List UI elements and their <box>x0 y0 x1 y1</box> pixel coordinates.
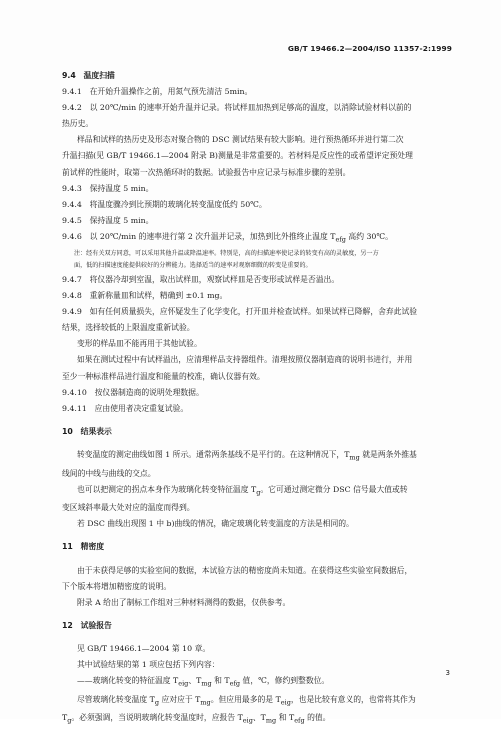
clause-9-4-2-cont: 热历史。 <box>62 119 94 129</box>
paragraph-text: T <box>62 713 68 723</box>
subscript: efg <box>335 235 346 244</box>
paragraph-text: 应对应于 T <box>159 694 201 704</box>
paragraph-overflow: 如果在测试过程中有试样溢出，应清理样品支持器组件。清理按照仪器制造商的说明书进行，并用 <box>77 355 413 365</box>
subscript: mg <box>200 698 211 707</box>
paragraph-text: 、T <box>252 713 266 723</box>
section-heading-10: 10 结果表示 <box>62 426 112 436</box>
subscript: g <box>154 698 160 707</box>
paragraph-text: 转变温度的测定曲线如图 1 所示。通常两条基线不是平行的。在这种情况下，T <box>77 449 350 459</box>
paragraph-results-1-cont: 线间的中线与曲线的交点。 <box>62 468 156 478</box>
paragraph-annex-a: 附录 A 给出了制标工作组对三种材料测得的数据，仅供参考。 <box>77 597 291 607</box>
list-text: 值，℃，修约到整数位。 <box>240 676 330 686</box>
page-number: 3 <box>445 669 450 677</box>
paragraph-text: 也可以把测定的拐点本身作为玻璃化转变特征温度 T <box>77 484 257 494</box>
clause-9-4-1: 9.4.1 在开始升温操作之前，用氮气预先清洁 5min。 <box>62 87 253 97</box>
clause-text: 高约 30℃。 <box>345 231 393 241</box>
paragraph-results-1 <box>62 447 452 466</box>
paragraph-text: 就是两条外推基 <box>359 449 417 459</box>
paragraph-tg-note-cont <box>62 710 452 729</box>
paragraph-thermal-history: 样品和试样的热历史及形态对聚合物的 DSC 测试结果有较大影响。进行预热循环并进行第二次 <box>77 135 404 145</box>
page-body <box>62 68 452 729</box>
note-line-2: 面，低的扫描速度能提供较好的分辨能力。选择适当的速率对观察细微的转变是重要的。 <box>74 261 312 269</box>
clause-9-4-5: 9.4.5 保持温度 5 min。 <box>62 215 154 225</box>
subscript: eig <box>242 716 253 725</box>
subscript: efg <box>229 679 241 688</box>
paragraph-text: 的值。 <box>304 713 331 723</box>
paragraph-results-2-cont: 变区域斜率最大处对应的温度而得到。 <box>62 503 195 513</box>
subscript: eig <box>178 679 189 688</box>
subscript: g <box>67 716 72 725</box>
subscript: g <box>256 488 261 497</box>
paragraph-text: 。但应用最多的是 T <box>210 694 281 704</box>
clause-9-4-7: 9.4.7 将仪器冷却到室温，取出试样皿，观察试样皿是否变形或试样是否溢出。 <box>62 274 340 284</box>
list-text: 、T <box>188 676 202 686</box>
section-heading-11: 11 精密度 <box>62 542 105 552</box>
clause-9-4-2: 9.4.2 以 20℃/min 的速率开始升温并记录。将试样皿加热到足够高的温度，以消除试验材料以前的 <box>62 103 412 113</box>
subscript: mg <box>265 716 277 725</box>
subscript: mg <box>349 453 360 462</box>
paragraph-text: 尽管玻璃化转变温度 T <box>77 694 155 704</box>
paragraph-overflow-cont: 至少一种标准样品进行温度和能量的校准，确认仪器有效。 <box>62 371 265 381</box>
paragraph-precision: 由于未获得足够的实验室间的数据，本试验方法的精密度尚未知道。在获得这些实验室间数据后， <box>77 565 413 575</box>
clause-text: 9.4.6 以 20℃/min 的速率进行第 2 次升温并记录，加热到比外推终止温度 T <box>62 231 336 241</box>
list-text: 和 T <box>211 676 230 686</box>
paragraph-tg-note <box>62 692 452 711</box>
clause-9-4-11: 9.4.11 应由使用者决定重复试验。 <box>62 403 189 413</box>
subscript: mg <box>201 679 212 688</box>
clause-9-4-3: 9.4.3 保持温度 5 min。 <box>62 183 154 193</box>
section-heading-12: 12 试验报告 <box>62 620 112 630</box>
clause-9-4-9-cont: 结果，选择较低的上限温度重新试验。 <box>62 323 195 333</box>
paragraph-report-items: 其中试验结果的第 1 项应包括下列内容： <box>77 660 220 670</box>
paragraph-report-ref: 见 GB/T 19466.1—2004 第 10 章。 <box>77 643 211 653</box>
paragraph-text: ，也是比较有意义的，也常将其作为 <box>290 694 416 704</box>
clause-9-4-8: 9.4.8 重新称量皿和试样，精确到 ±0.1 mg。 <box>62 291 228 301</box>
section-heading-9-4: 9.4 温度扫描 <box>62 71 115 80</box>
paragraph-text: 。它可通过测定微分 DSC 信号最大值或转 <box>260 484 408 494</box>
paragraph-precision-cont: 下个版本将增加精密度的说明。 <box>62 581 172 591</box>
paragraph-text: 。必须强调，当说明玻璃化转变温度时，应报告 T <box>71 713 243 723</box>
subscript: efg <box>294 716 305 725</box>
note-line-1: 注：经有关双方同意，可以采用其他升温或降温速率。特别是，高的扫描速率使记录的转变有高的灵敏度，另一方 <box>74 249 379 257</box>
standard-code-header: GB/T 19466.2—2004/ISO 11357-2:1999 <box>287 44 452 53</box>
clause-9-4-6 <box>62 229 452 248</box>
clause-9-4-9: 9.4.9 如有任何质量损失，应怀疑发生了化学变化，打开皿并检查试样。如果试样已降解，舍弃此试验 <box>62 307 418 317</box>
clause-9-4-10: 9.4.10 按仪器制造商的说明处理数据。 <box>62 387 204 397</box>
paragraph-results-2 <box>62 482 452 501</box>
paragraph-text: 和 T <box>276 713 295 723</box>
paragraph-thermal-history-cont: 升温扫描(见 GB/T 19466.1—2004 附录 B)测量是非常重要的。若材料是反应性的或希望评定预处理 <box>62 151 413 161</box>
paragraph-deformed-pan: 变形的样品皿不能再用于其他试验。 <box>77 339 202 349</box>
paragraph-thermal-history-cont2: 前试样的性能时，取第一次热循环时的数据。试验报告中应记录与标准步骤的差别。 <box>62 167 351 177</box>
clause-9-4-4: 9.4.4 将温度骤冷到比预期的玻璃化转变温度低约 50℃。 <box>62 199 267 209</box>
subscript: eig <box>280 698 291 707</box>
list-item-characteristic-temps <box>62 673 452 692</box>
paragraph-results-3: 若 DSC 曲线出现图 1 中 b)曲线的情况，确定玻璃化转变温度的方法是相同的。 <box>77 519 354 529</box>
list-text: ——玻璃化转变的特征温度 T <box>77 676 179 686</box>
